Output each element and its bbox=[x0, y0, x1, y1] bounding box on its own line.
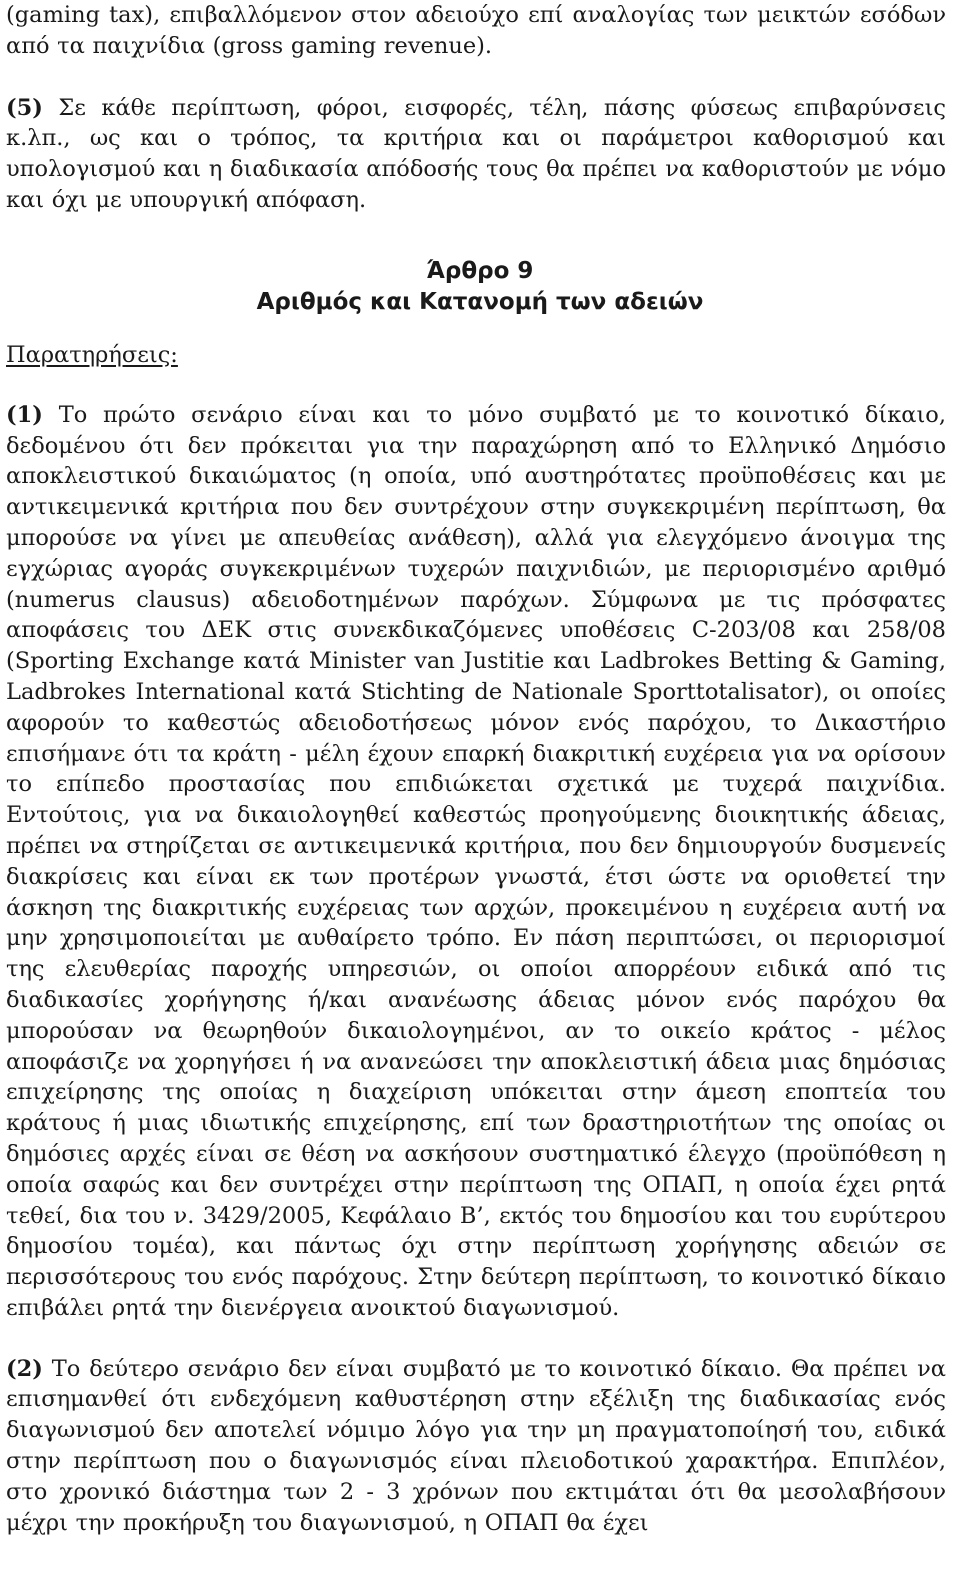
remarks-label: Παρατηρήσεις: bbox=[6, 341, 178, 368]
intro-text: (gaming tax), επιβαλλόμενον στον αδειούχο επί αναλογίας των μεικτών εσόδων από τα παιχνίδια (gross gaming revenue). bbox=[6, 2, 946, 59]
article-heading bbox=[6, 256, 946, 318]
point-5-paragraph bbox=[6, 93, 946, 216]
remark-2-number: (2) bbox=[6, 1355, 43, 1382]
intro-paragraph bbox=[6, 0, 946, 62]
article-number: Άρθρο 9 bbox=[426, 257, 534, 284]
point-5-number: (5) bbox=[6, 94, 43, 121]
document-page bbox=[6, 0, 946, 1538]
remark-2-paragraph bbox=[6, 1354, 946, 1539]
remark-2-text: Το δεύτερο σενάριο δεν είναι συμβατό με το κοινοτικό δίκαιο. Θα πρέπει να επισημανθεί ότι ενδεχόμενη καθυστέρηση στην εξέλιξη της διαδικασίας ενός διαγωνισμού δεν αποτελεί νόμιμο λόγο για την μη πραγματοποίησή του, ειδικά στην περίπτωση που ο διαγωνισμός είναι πλειοδοτικού χαρακτήρα. Επιπλέον, στο χρονικό διάστημα των 2 - 3 χρόνων που εκτιμάται ότι θα μεσολαβήσουν μέχρι την προκήρυξη του διαγωνισμού, η ΟΠΑΠ θα έχει bbox=[6, 1355, 946, 1536]
point-5-text: Σε κάθε περίπτωση, φόροι, εισφορές, τέλη, πάσης φύσεως επιβαρύνσεις κ.λπ., ως και ο τρόπος, τα κριτήρια και οι παράμετροι καθορισμού και υπολογισμού και η διαδικασία απόδοσής τους θα πρέπει να καθοριστούν με νόμο και όχι με υπουργική απόφαση. bbox=[6, 94, 946, 213]
remark-1-paragraph bbox=[6, 400, 946, 1324]
remark-1-number: (1) bbox=[6, 401, 43, 428]
remark-1-text: Το πρώτο σενάριο είναι και το μόνο συμβατό με το κοινοτικό δίκαιο, δεδομένου ότι δεν πρόκειται για την παραχώρηση από το Ελληνικό Δημόσιο αποκλειστικού δικαιώματος (η οποία, υπό αυστηρότατες προϋποθέσεις και με αντικειμενικά κριτήρια που δεν συντρέχουν στην συγκεκριμένη περίπτωση, θα μπορούσε να γίνει με απευθείας ανάθεση), αλλά για ελεγχόμενο άνοιγμα της εγχώριας αγοράς συγκεκριμένων τυχερών παιχνιδιών, με περιορισμένο αριθμό (numerus clausus) αδειοδοτημένων παρόχων. Σύμφωνα με τις πρόσφατες αποφάσεις του ΔΕΚ στις συνεκδικαζόμενες υποθέσεις C-203/08 και 258/08 (Sporting Exchange κατά Minister van Justitie και Ladbrokes Betting & Gaming, Ladbrokes International κατά Stichting de Nationale Sporttotalisator), οι οποίες αφορούν το καθεστώς αδειοδοτήσεως μόνον ενός παρόχου, το Δικαστήριο επισήμανε ότι τα κράτη - μέλη έχουν επαρκή διακριτική ευχέρεια για να ορίσουν το επίπεδο προστασίας που επιδιώκεται σχετικά με τυχερά παιχνίδια. Εντούτοις, για να δικαιολογηθεί καθεστώς προηγούμενης διοικητικής άδειας, πρέπει να στηρίζεται σε αντικειμενικά κριτήρια, που δεν δημιουργούν δυσμενείς διακρίσεις και είναι εκ των προτέρων γνωστά, έτσι ώστε να οριοθετεί την άσκηση της διακριτικής ευχέρειας των αρχών, προκειμένου η ευχέρεια αυτή να μην χρησιμοποιείται με αυθαίρετο τρόπο. Εν πάση περιπτώσει, οι περιορισμοί της ελευθερίας παροχής υπηρεσιών, οι οποίοι απορρέουν ειδικά από τις διαδικασίες χορήγησης ή/και ανανέωσης άδειας μόνον ενός παρόχου θα μπορούσαν να θεωρηθούν δικαιολογημένοι, αν το οικείο κράτος - μέλος αποφάσιζε να χορηγήσει ή να ανανεώσει την αποκλειστική άδεια μιας δημόσιας επιχείρησης της οποίας η διαχείριση υπόκειται στην άμεση εποπτεία του κράτους ή μιας ιδιωτικής επιχείρησης, επί των δραστηριοτήτων της οποίας οι δημόσιες αρχές είναι σε θέση να ασκήσουν συστηματικό έλεγχο (προϋπόθεση η οποία σαφώς και δεν συντρέχει στην περίπτωση της ΟΠΑΠ, η οποία έχει ρητά τεθεί, δια του ν. 3429/2005, Κεφάλαιο Β’, εκτός του δημοσίου και του ευρύτερου δημοσίου τομέα), και πάντως όχι στην περίπτωση χορήγησης αδειών σε περισσότερους του ενός παρόχους. Στην δεύτερη περίπτωση, το κοινοτικό δίκαιο επιβάλει ρητά την διενέργεια ανοικτού διαγωνισμού. bbox=[6, 401, 946, 1321]
article-title: Αριθμός και Κατανομή των αδειών bbox=[256, 288, 704, 315]
